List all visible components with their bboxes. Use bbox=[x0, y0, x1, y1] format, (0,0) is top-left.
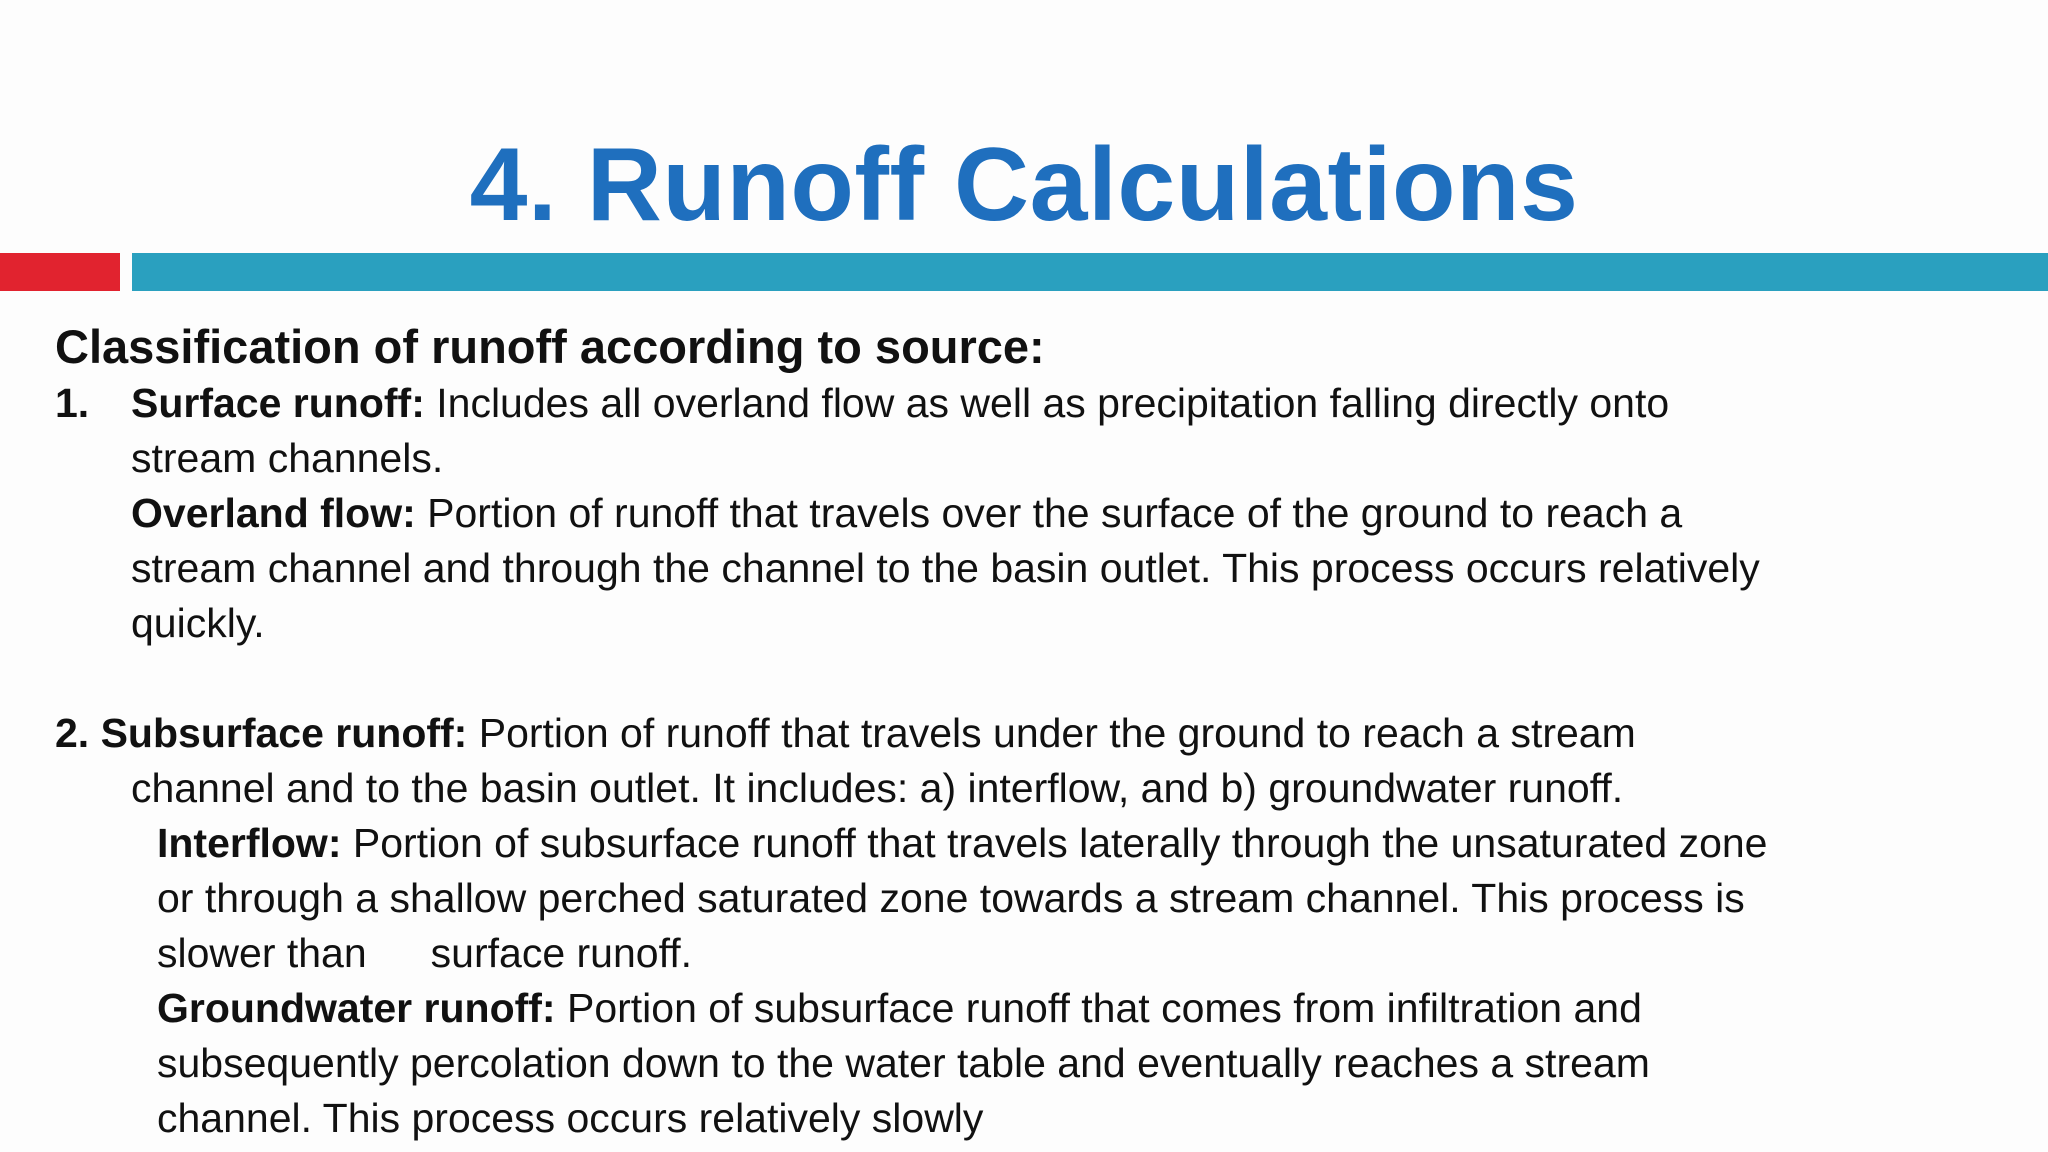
groundwater-runoff-line-3 bbox=[55, 1091, 2015, 1146]
surface-runoff-line-2 bbox=[55, 431, 2015, 486]
interflow-line-1 bbox=[55, 816, 2015, 871]
interflow-text-1: Portion of subsurface runoff that travels laterally through the unsaturated zone bbox=[341, 820, 1768, 866]
groundwater-runoff-text-3: channel. This process occurs relatively slowly bbox=[157, 1095, 984, 1141]
surface-runoff-label: Surface runoff: bbox=[131, 380, 425, 426]
groundwater-runoff-label: Groundwater runoff: bbox=[157, 985, 556, 1031]
slide-title: 4. Runoff Calculations bbox=[469, 127, 1579, 243]
interflow-line-3 bbox=[55, 926, 2015, 981]
section-heading: Classification of runoff according to source: bbox=[55, 320, 1045, 373]
overland-flow-line-2 bbox=[55, 541, 2015, 596]
interflow-text-3b: surface runoff. bbox=[430, 930, 693, 976]
item-number-1: 1. bbox=[55, 380, 90, 426]
subsurface-runoff-line-2 bbox=[55, 761, 2015, 816]
groundwater-runoff-line-1 bbox=[55, 981, 2015, 1036]
interflow-text-2: or through a shallow perched saturated zone towards a stream channel. This process is bbox=[157, 875, 1745, 921]
paragraph-gap bbox=[55, 651, 2015, 706]
surface-runoff-line-1 bbox=[55, 376, 2015, 431]
interflow-text-3a: slower than bbox=[157, 930, 367, 976]
red-accent-bar bbox=[0, 253, 120, 291]
teal-accent-bar bbox=[132, 253, 2048, 291]
groundwater-runoff-line-2 bbox=[55, 1036, 2015, 1091]
subsurface-runoff-text-1: Portion of runoff that travels under the ground to reach a stream bbox=[467, 710, 1636, 756]
overland-flow-label: Overland flow: bbox=[131, 490, 416, 536]
surface-runoff-text-2: stream channels. bbox=[131, 435, 444, 481]
groundwater-runoff-text-1: Portion of subsurface runoff that comes from infiltration and bbox=[555, 985, 1642, 1031]
overland-flow-line-1 bbox=[55, 486, 2015, 541]
overland-flow-text-3: quickly. bbox=[131, 600, 265, 646]
overland-flow-line-3 bbox=[55, 596, 2015, 651]
surface-runoff-text-1: Includes all overland flow as well as precipitation falling directly onto bbox=[424, 380, 1670, 426]
groundwater-runoff-text-2: subsequently percolation down to the water table and eventually reaches a stream bbox=[157, 1040, 1650, 1086]
interflow-line-2 bbox=[55, 871, 2015, 926]
subsurface-runoff-label: 2. Subsurface runoff: bbox=[55, 710, 468, 756]
subsurface-runoff-text-2: channel and to the basin outlet. It includes: a) interflow, and b) groundwater runoff. bbox=[131, 765, 1624, 811]
slide-body bbox=[55, 318, 2015, 1146]
overland-flow-text-2: stream channel and through the channel to the basin outlet. This process occurs relatively bbox=[131, 545, 1760, 591]
interflow-label: Interflow: bbox=[157, 820, 342, 866]
subsurface-runoff-line-1 bbox=[55, 706, 2015, 761]
overland-flow-text-1: Portion of runoff that travels over the surface of the ground to reach a bbox=[415, 490, 1683, 536]
